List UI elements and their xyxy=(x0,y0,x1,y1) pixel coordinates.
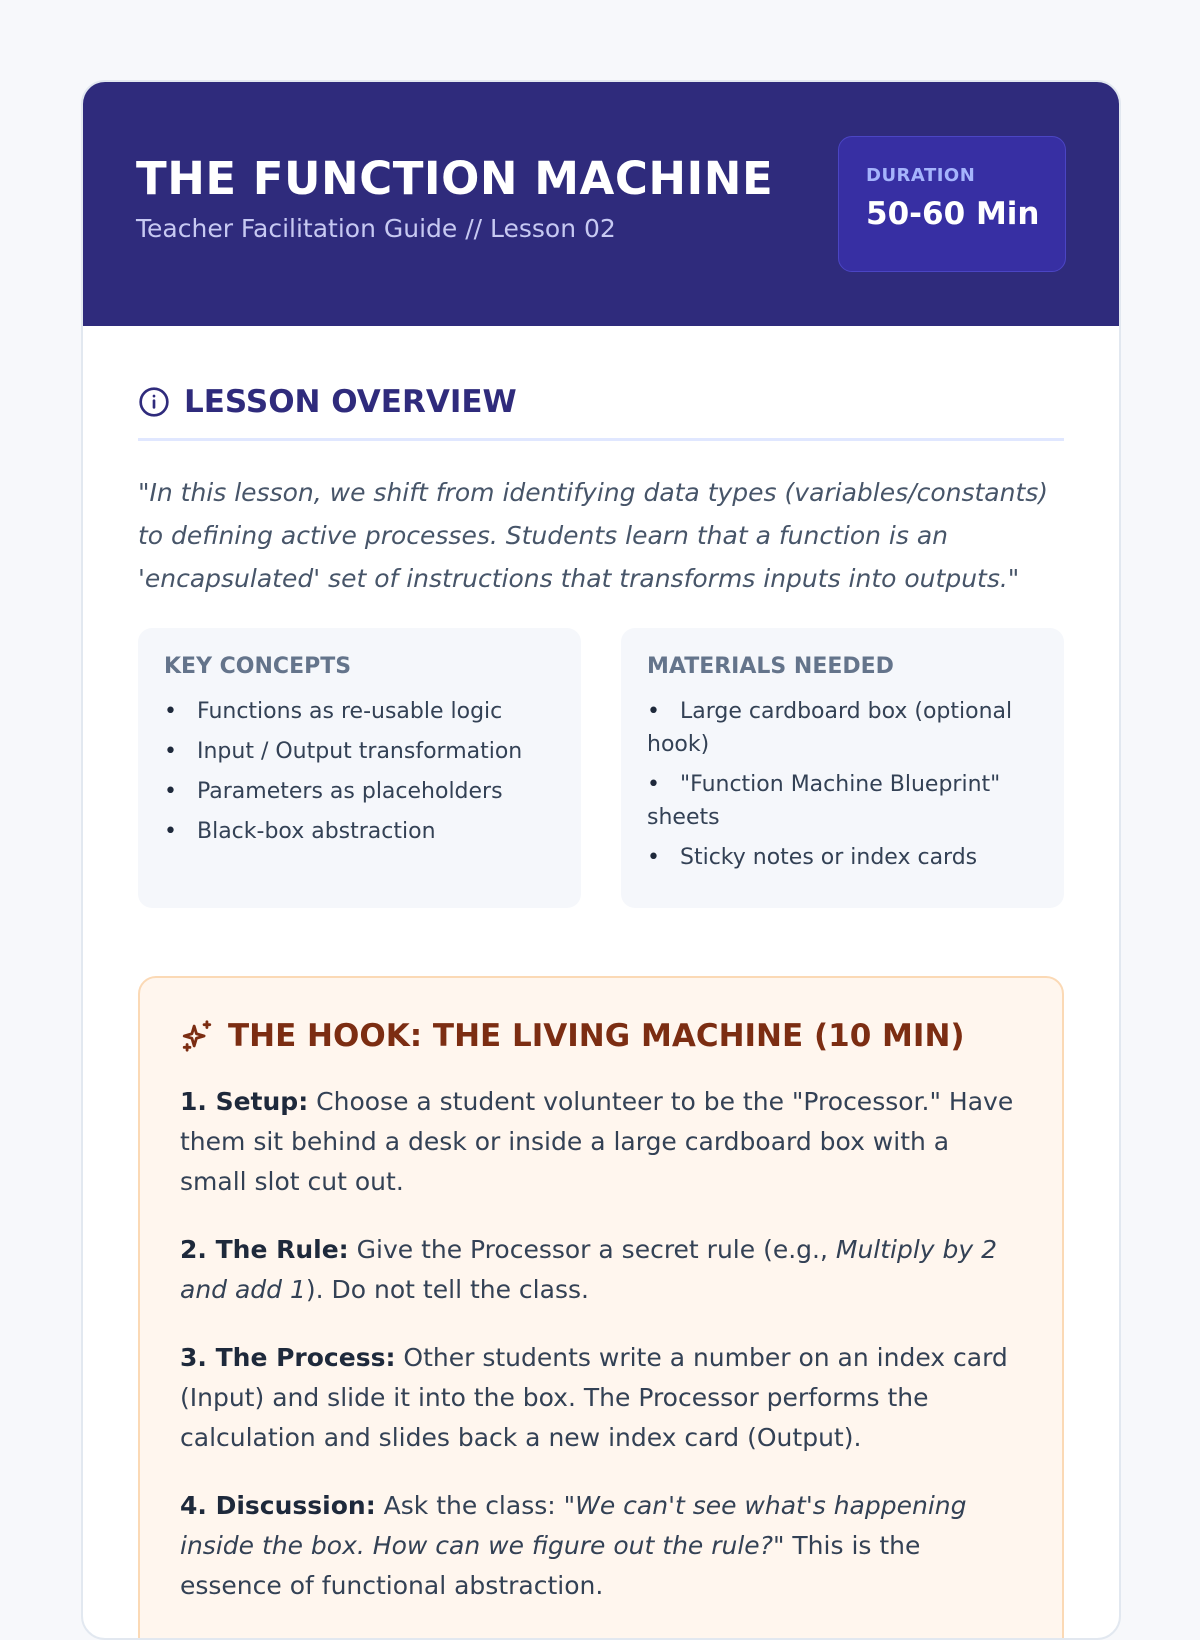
list-item-text: Black-box abstraction xyxy=(197,819,436,844)
step-emphasis: "We can't see what's happening inside the box. How can we figure out the rule?" xyxy=(180,1491,967,1560)
list-item: • Sticky notes or index cards xyxy=(647,845,978,870)
materials-box xyxy=(621,628,1064,908)
list-item-text: Large cardboard box (optional hook) xyxy=(647,699,1013,757)
list-item: • "Function Machine Blueprint" sheets xyxy=(647,772,1001,830)
key-concepts-box xyxy=(138,628,581,908)
hook-step xyxy=(180,1486,1022,1606)
list-item-text: "Function Machine Blueprint" sheets xyxy=(647,772,1001,830)
list-item-text: Sticky notes or index cards xyxy=(680,845,978,870)
list-item: • Functions as re-usable logic xyxy=(164,699,503,724)
list-item: • Large cardboard box (optional hook) xyxy=(647,699,1013,757)
step-text: Give the Processor a secret rule (e.g., xyxy=(348,1235,836,1264)
hook-step xyxy=(180,1082,1022,1202)
step-text: Choose a student volunteer to be the "Processor." Have them sit behind a desk or inside a large cardboard box with a small slot cut out. xyxy=(180,1087,1014,1196)
step-label: 2. The Rule: xyxy=(180,1235,349,1264)
overview-heading xyxy=(138,384,1064,441)
lesson-header xyxy=(83,82,1119,326)
hook-step xyxy=(180,1338,1022,1458)
list-item: • Black-box abstraction xyxy=(164,819,436,844)
lesson-body xyxy=(83,384,1119,1640)
list-item-text: Parameters as placeholders xyxy=(197,779,503,804)
step-text: ). Do not tell the class. xyxy=(305,1275,589,1304)
hook-heading xyxy=(180,1018,1022,1054)
duration-badge xyxy=(838,136,1066,272)
overview-title: LESSON OVERVIEW xyxy=(184,384,517,420)
step-label: 3. The Process: xyxy=(180,1343,396,1372)
key-concepts-title: KEY CONCEPTS xyxy=(164,654,352,679)
info-circle-icon xyxy=(138,386,170,418)
list-item: • Input / Output transformation xyxy=(164,739,523,764)
materials-title: MATERIALS NEEDED xyxy=(647,654,894,679)
duration-label: DURATION xyxy=(866,165,976,186)
lesson-card xyxy=(81,80,1121,1640)
hook-title: THE HOOK: THE LIVING MACHINE (10 MIN) xyxy=(228,1018,965,1054)
step-label: 1. Setup: xyxy=(180,1087,309,1116)
step-text: Ask the class: xyxy=(375,1491,564,1520)
step-label: 4. Discussion: xyxy=(180,1491,376,1520)
duration-value: 50-60 Min xyxy=(866,196,1040,232)
overview-boxes xyxy=(138,628,1064,908)
page-subtitle: Teacher Facilitation Guide // Lesson 02 xyxy=(136,213,616,243)
sparkles-icon xyxy=(180,1019,214,1053)
hook-step xyxy=(180,1230,1022,1310)
list-item-text: Input / Output transformation xyxy=(197,739,523,764)
step-text: Other students write a number on an index card (Input) and slide it into the box. The Processor performs the calculation and slides back a new index card (Output). xyxy=(180,1343,1008,1452)
overview-quote: "In this lesson, we shift from identifying data types (variables/constants) to defining active processes. Students learn that a function is an 'encapsulated' set of instructions that transforms inputs into outputs." xyxy=(138,478,1049,593)
hook-section xyxy=(138,976,1064,1640)
list-item: • Parameters as placeholders xyxy=(164,779,503,804)
step-text: This is the essence of functional abstraction. xyxy=(180,1531,921,1600)
key-concepts-list xyxy=(164,695,555,848)
step-emphasis: Multiply by 2 and add 1 xyxy=(180,1235,998,1304)
list-item-text: Functions as re-usable logic xyxy=(197,699,503,724)
materials-list xyxy=(647,695,1038,874)
page-title: THE FUNCTION MACHINE xyxy=(136,152,774,205)
